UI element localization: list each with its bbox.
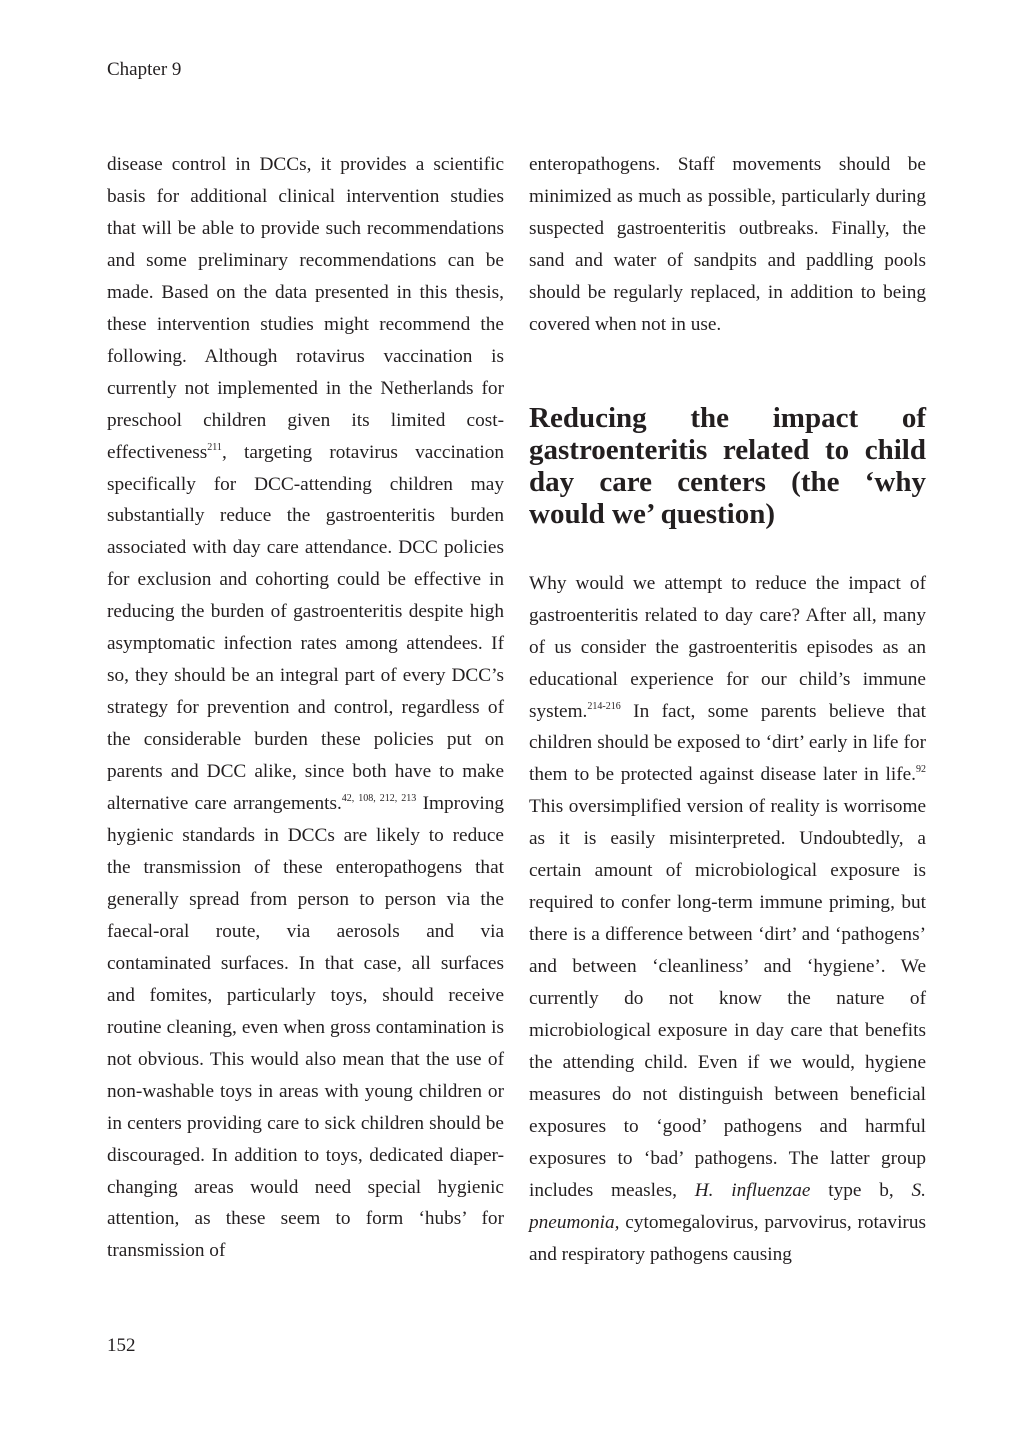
paragraph-text: In fact, some parents believe that children should be exposed to ‘dirt’ early in life for them to be protected against disease later in life. bbox=[529, 700, 926, 786]
citation-superscript: 211 bbox=[207, 441, 222, 453]
body-paragraph bbox=[107, 149, 504, 1267]
page-number: 152 bbox=[107, 1335, 136, 1356]
body-paragraph: enteropathogens. Staff movements should be minimized as much as possible, particularly during suspected gastroenteritis outbreaks. Finally, the sand and water of sandpits and paddling pools should be regularly replaced, in addition to being covered when not in use. bbox=[529, 154, 926, 335]
paragraph-text: Why would we attempt to reduce the impact of gastroenteritis related to day care? After all, many of us consider the gastroenteritis episodes as an educational experience for our child’s immune system. bbox=[529, 572, 926, 722]
section-heading: Reducing the impact of gastroenteritis related to child day care centers (the ‘why would we’ question) bbox=[529, 401, 926, 530]
paragraph-text: disease control in DCCs, it provides a scientific basis for additional clinical intervention studies that will be able to provide such recommendations and some preliminary recommendations can be made. Based on the data presented in this thesis, these intervention studies might recommend the following. Although rotavirus vaccination is currently not implemented in the Netherlands for preschool children given its limited cost-effectiveness bbox=[107, 154, 504, 463]
citation-superscript: 92 bbox=[916, 764, 926, 776]
running-head: Chapter 9 bbox=[107, 59, 182, 80]
paragraph-text: type b, bbox=[810, 1179, 912, 1201]
right-column bbox=[529, 149, 926, 1271]
citation-superscript: 42, 108, 212, 213 bbox=[341, 793, 417, 805]
species-name: S. pneumonia, bbox=[529, 1179, 926, 1233]
citation-superscript: 214-216 bbox=[587, 700, 621, 712]
species-name: H. influenzae bbox=[694, 1179, 811, 1201]
paragraph-text: This oversimplified version of reality is worrisome as it is easily misinterpreted. Undoubtedly, a certain amount of microbiological exposure is required to confer long-term immune priming, but there is a difference between ‘dirt’ and ‘pathogens’ and between ‘cleanliness’ and ‘hygiene’. We currently do not know the nature of microbiological exposure in day care that benefits the attending child. Even if we would, hygiene measures do not distinguish between beneficial exposures to ‘good’ pathogens and harmful exposures to ‘bad’ pathogens. The latter group includes measles, bbox=[529, 796, 926, 1201]
left-column bbox=[107, 149, 504, 1267]
body-paragraph bbox=[529, 568, 926, 1271]
paragraph-text: cytomegalovirus, parvovirus, rotavirus and respiratory pathogens causing bbox=[529, 1211, 926, 1265]
paragraph-text: , targeting rotavirus vaccination specifically for DCC-attending children may substantially reduce the gastroenteritis burden associated with day care attendance. DCC policies for exclusion and cohorting could be effective in reducing the burden of gastroenteritis despite high asymptomatic infection rates among attendees. If so, they should be an integral part of every DCC’s strategy for prevention and control, regardless of the considerable burden these policies put on parents and DCC alike, since both have to make alternative care arrangements. bbox=[107, 441, 504, 815]
paragraph-text: Improving hygienic standards in DCCs are likely to reduce the transmission of these enteropathogens that generally spread from person to person via the faecal-oral route, via aerosols and via contaminated surfaces. In that case, all surfaces and fomites, particularly toys, should receive routine cleaning, even when gross contamination is not obvious. This would also mean that the use of non-washable toys in areas with young children or in centers providing care to sick children should be discouraged. In addition to toys, dedicated diaper-changing areas would need special hygienic attention, as these seem to form ‘hubs’ for transmission of bbox=[107, 793, 504, 1262]
